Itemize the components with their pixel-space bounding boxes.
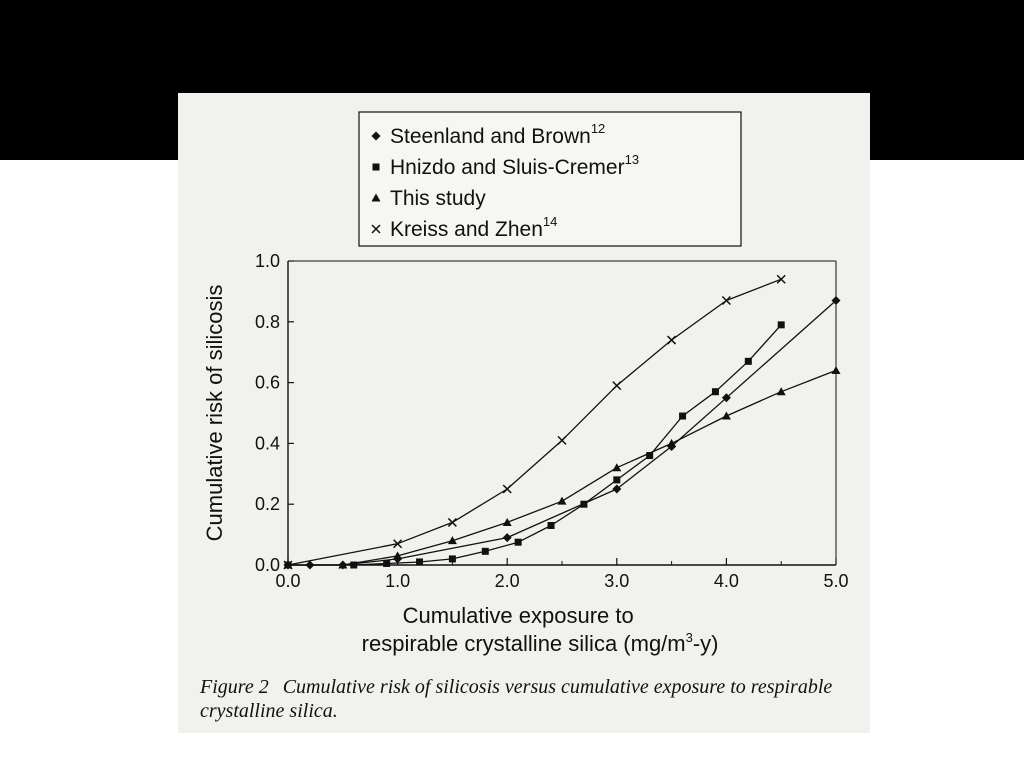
legend-label: Kreiss and Zhen$^{14}$ [390,214,558,241]
data-point-square [778,321,785,328]
data-point-triangle [832,366,841,374]
data-point-square [712,388,719,395]
data-point-square [416,558,423,565]
series-line-diamond [288,301,836,566]
legend-marker-square [373,164,380,171]
x-tick-label: 2.0 [494,571,520,591]
data-point-triangle [722,412,731,420]
series-line-triangle [288,370,836,565]
data-point-diamond [503,533,512,542]
legend-label: Steenland and Brown$^{12}$ [390,121,606,148]
x-tick-label: 4.0 [713,571,739,591]
data-point-x [448,518,456,526]
series-line-square [288,325,781,565]
y-tick-label: 0.6 [254,372,280,393]
y-tick-label: 0.2 [254,494,280,515]
x-tick-label: 0.0 [275,571,301,591]
data-point-square [482,548,489,555]
figure-caption [200,675,860,723]
data-point-x [503,485,511,493]
data-point-square [548,522,555,529]
caption-text: Cumulative risk of silicosis versus cumulative exposure to respirable crystalline silica. [200,676,833,722]
data-point-square [449,555,456,562]
series-line-x [288,279,781,565]
y-axis-label: Cumulative risk of silicosis [202,284,227,542]
y-tick-label: 0.0 [254,555,280,575]
data-point-x [558,436,566,444]
data-point-square [745,358,752,365]
y-tick-label: 0.4 [254,433,280,454]
legend-label: Hnizdo and Sluis-Cremer$^{13}$ [390,152,640,179]
data-point-x [777,275,785,283]
data-point-triangle [558,497,567,505]
data-point-square [679,413,686,420]
data-point-square [515,539,522,546]
data-point-square [383,560,390,567]
data-point-triangle [503,518,512,526]
x-tick-label: 3.0 [604,571,630,591]
x-axis-label-line2: respirable crystalline silica $(mg/m^3-y)$ [361,630,719,656]
y-tick-label: 0.8 [254,311,280,332]
data-point-square [580,501,587,508]
figure-panel [178,93,870,733]
data-point-x [668,336,676,344]
data-point-x [613,382,621,390]
data-point-triangle [777,387,786,395]
data-point-square [613,476,620,483]
legend-label: This study [390,187,486,210]
axis-frame [288,261,836,565]
y-tick-label: 1.0 [254,251,280,271]
x-axis-label-line1: Cumulative exposure to [402,603,634,628]
caption-label: Figure 2 [200,676,269,698]
data-point-triangle [612,463,621,471]
x-tick-label: 5.0 [823,571,849,591]
x-tick-label: 1.0 [385,571,411,591]
silicosis-risk-chart [178,93,870,673]
data-point-x [722,297,730,305]
